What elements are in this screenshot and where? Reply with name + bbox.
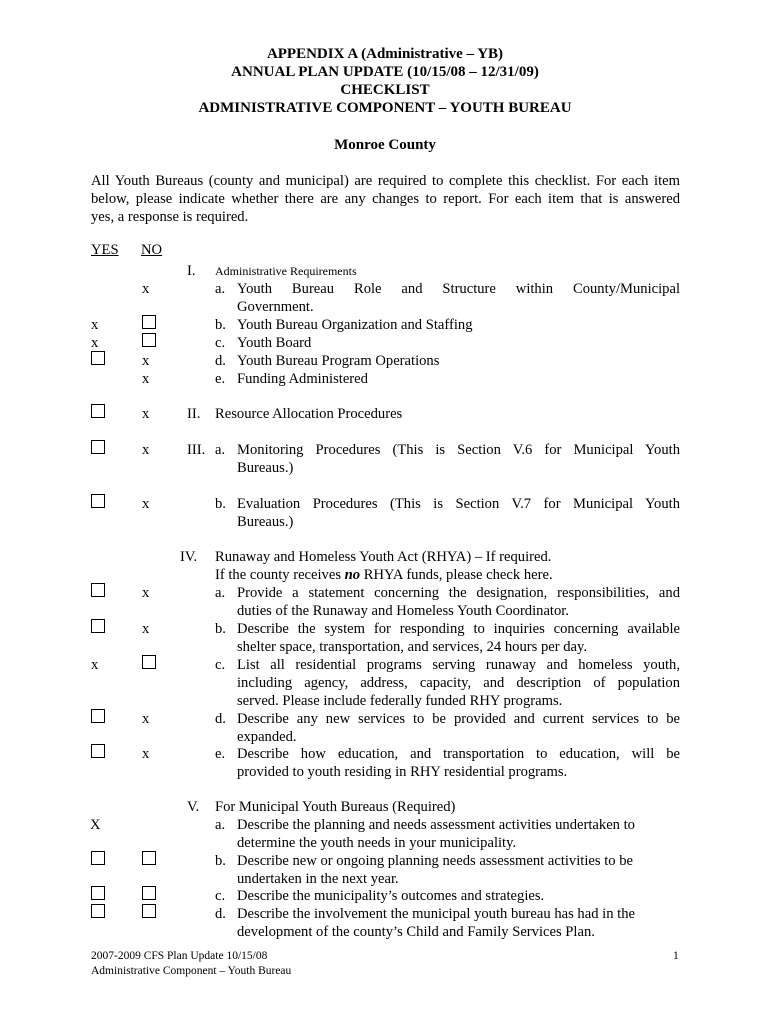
no-mark: x [142, 711, 150, 727]
footer-plan-update: 2007-2009 CFS Plan Update 10/15/08 [91, 950, 268, 962]
yes-mark: X [90, 817, 101, 833]
item-letter: a. [215, 281, 226, 297]
no-mark: x [142, 353, 150, 369]
section-ii-title: Resource Allocation Procedures [215, 406, 403, 422]
item-text: determine the youth needs in your municipality. [237, 835, 517, 851]
county-name: Monroe County [334, 137, 436, 153]
intro-line-2: below, please indicate whether there are any changes to report. For each item that is answered [91, 191, 680, 207]
item-text: Youth Bureau Organization and Staffing [237, 317, 473, 333]
item-text: Youth Bureau Program Operations [237, 353, 440, 369]
intro-line-1: All Youth Bureaus (county and municipal) are required to complete this checklist. For each item [91, 173, 680, 189]
item-text: Describe how education, and transportation to education, will be [237, 746, 680, 762]
footer-component: Administrative Component – Youth Bureau [91, 965, 292, 977]
item-letter: c. [215, 888, 226, 904]
section-i-title: Administrative Requirements [215, 264, 357, 278]
item-text: served. Please include federally funded RHY programs. [237, 693, 563, 709]
item-text: Monitoring Procedures (This is Section V.6 for Municipal Youth [237, 442, 680, 458]
item-letter: c. [215, 335, 226, 351]
item-text: Describe any new services to be provided and current services to be [237, 711, 680, 727]
yes-mark: x [91, 657, 99, 673]
section-iii-number: III. [187, 442, 206, 458]
yes-checkbox[interactable] [91, 904, 105, 918]
section-ii-number: II. [187, 406, 201, 422]
section-iv-number: IV. [180, 549, 198, 565]
item-letter: b. [215, 853, 226, 869]
yes-checkbox[interactable] [91, 440, 105, 454]
item-text: Government. [237, 299, 314, 315]
item-text: Describe new or ongoing planning needs assessment activities to be [237, 853, 633, 869]
no-checkbox[interactable] [142, 851, 156, 865]
item-letter: e. [215, 371, 226, 387]
item-text: Bureaus.) [237, 514, 294, 530]
plan-update-title: ANNUAL PLAN UPDATE (10/15/08 – 12/31/09) [231, 64, 539, 80]
item-text: including agency, address, capacity, and description of population [237, 675, 680, 691]
item-letter: d. [215, 711, 226, 727]
item-text: development of the county’s Child and Family Services Plan. [237, 924, 595, 940]
yes-checkbox[interactable] [91, 709, 105, 723]
section-iv-instruction: If the county receives no RHYA funds, please check here. [215, 567, 553, 583]
yes-checkbox[interactable] [91, 583, 105, 597]
item-letter: d. [215, 353, 226, 369]
item-letter: a. [215, 817, 226, 833]
section-i-number: I. [187, 263, 196, 279]
item-letter: e. [215, 746, 226, 762]
item-text: shelter space, transportation, and services, 24 hours per day. [237, 639, 588, 655]
item-letter: a. [215, 585, 226, 601]
appendix-title: APPENDIX A (Administrative – YB) [266, 46, 504, 62]
no-column-header: NO [141, 242, 163, 258]
item-text: Funding Administered [237, 371, 368, 387]
item-text: Describe the planning and needs assessment activities undertaken to [237, 817, 635, 833]
no-mark: x [142, 281, 150, 297]
yes-checkbox[interactable] [91, 619, 105, 633]
item-text: Provide a statement concerning the designation, responsibilities, and [237, 585, 680, 601]
no-mark: x [142, 585, 150, 601]
no-mark: x [142, 496, 150, 512]
item-letter: a. [215, 442, 226, 458]
item-text: Evaluation Procedures (This is Section V.7 for Municipal Youth [237, 496, 680, 512]
item-letter: d. [215, 906, 226, 922]
item-text: Describe the involvement the municipal youth bureau has had in the [237, 906, 635, 922]
section-v-title: For Municipal Youth Bureaus (Required) [215, 799, 456, 815]
item-text: Youth Board [237, 335, 312, 351]
yes-checkbox[interactable] [91, 494, 105, 508]
no-mark: x [142, 406, 150, 422]
item-letter: b. [215, 621, 226, 637]
yes-checkbox[interactable] [91, 886, 105, 900]
item-text: Describe the municipality’s outcomes and strategies. [237, 888, 545, 904]
item-text: expanded. [237, 729, 297, 745]
item-text: provided to youth residing in RHY residential programs. [237, 764, 568, 780]
section-v-number: V. [187, 799, 200, 815]
yes-checkbox[interactable] [91, 851, 105, 865]
yes-checkbox[interactable] [91, 404, 105, 418]
item-letter: c. [215, 657, 226, 673]
yes-checkbox[interactable] [91, 351, 105, 365]
yes-mark: x [91, 335, 99, 351]
page-number: 1 [673, 950, 679, 962]
yes-mark: x [91, 317, 99, 333]
no-checkbox[interactable] [142, 886, 156, 900]
no-mark: x [142, 371, 150, 387]
no-checkbox[interactable] [142, 655, 156, 669]
component-title: ADMINISTRATIVE COMPONENT – YOUTH BUREAU [198, 100, 572, 116]
yes-column-header: YES [91, 242, 119, 258]
section-iv-title: Runaway and Homeless Youth Act (RHYA) – If required. [215, 549, 552, 565]
item-text: undertaken in the next year. [237, 871, 399, 887]
no-mark: x [142, 442, 150, 458]
item-text: List all residential programs serving runaway and homeless youth, [237, 657, 680, 673]
item-text: duties of the Runaway and Homeless Youth Coordinator. [237, 603, 569, 619]
item-letter: b. [215, 496, 226, 512]
item-text: Bureaus.) [237, 460, 294, 476]
item-text: Describe the system for responding to inquiries concerning available [237, 621, 680, 637]
no-checkbox[interactable] [142, 315, 156, 329]
item-letter: b. [215, 317, 226, 333]
intro-line-3: yes, a response is required. [91, 209, 249, 225]
checklist-title: CHECKLIST [340, 82, 430, 98]
no-checkbox[interactable] [142, 333, 156, 347]
no-checkbox[interactable] [142, 904, 156, 918]
no-mark: x [142, 621, 150, 637]
yes-checkbox[interactable] [91, 744, 105, 758]
item-text: Youth Bureau Role and Structure within County/Municipal [237, 281, 680, 297]
no-mark: x [142, 746, 150, 762]
